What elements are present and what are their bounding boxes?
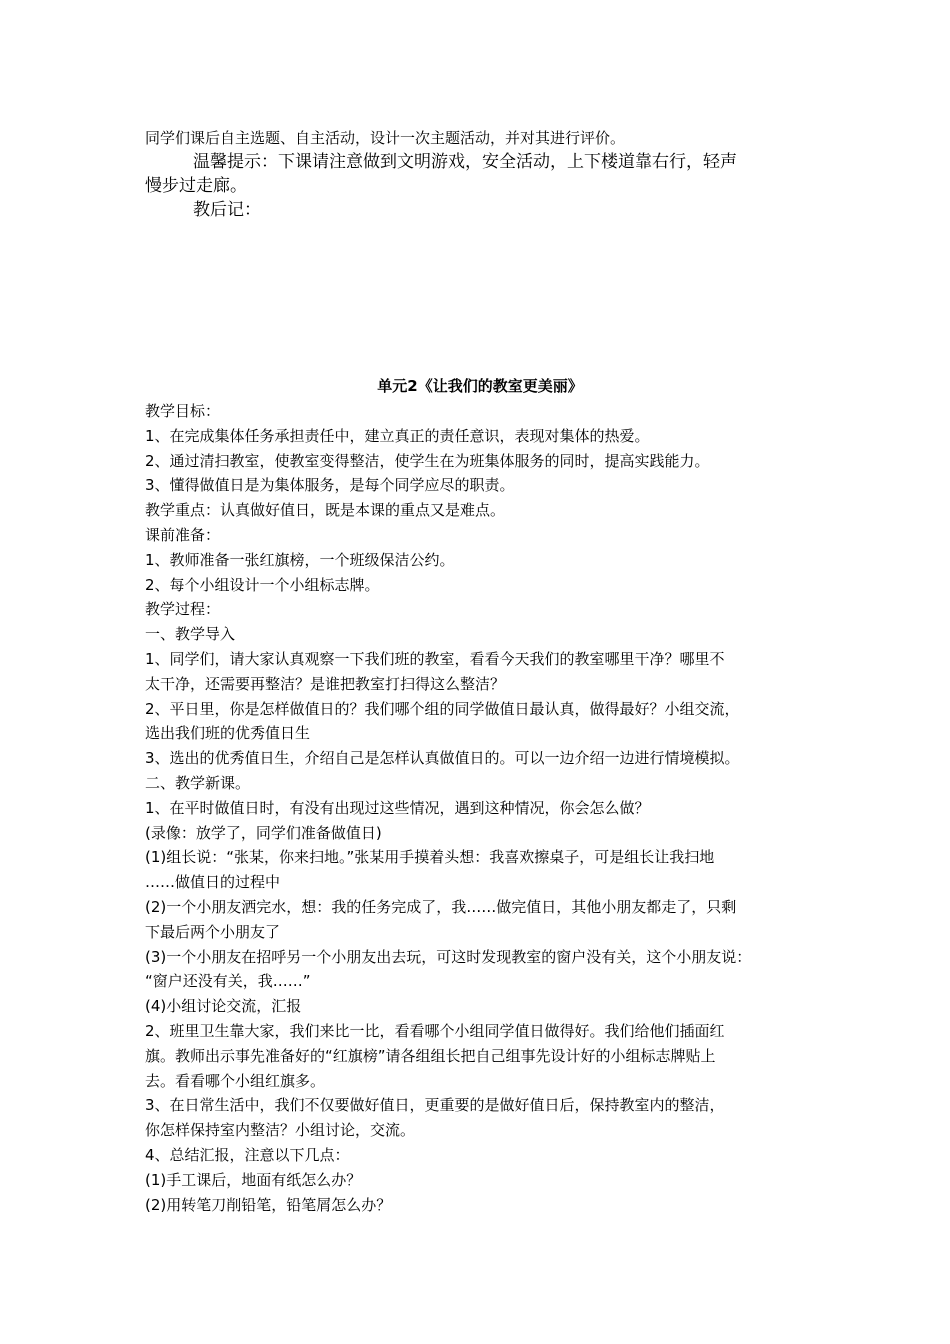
intro-tip-line-2: 慢步过走廊。 — [145, 176, 247, 196]
body-line: 2、班里卫生靠大家，我们来比一比，看看哪个小组同学值日做得好。我们给他们插面红 — [145, 1021, 725, 1040]
intro-section — [145, 126, 815, 222]
body-line: 二、教学新课。 — [145, 773, 251, 792]
body-line: “窗户还没有关，我……” — [145, 972, 311, 991]
body-line: 2、平日里，你是怎样做值日的？我们哪个组的同学做值日最认真，做得最好？小组交流， — [145, 699, 740, 718]
unit-title: 单元2《让我们的教室更美丽》 — [377, 377, 583, 395]
body-line: 1、教师准备一张红旗榜，一个班级保洁公约。 — [145, 550, 455, 569]
intro-tip-line-1: 温馨提示：下课请注意做到文明游戏，安全活动，上下楼道靠右行，轻声 — [193, 152, 737, 172]
body-line: (2)用转笔刀削铅笔，铅笔屑怎么办？ — [145, 1195, 392, 1214]
body-line: 1、在完成集体任务承担责任中，建立真正的责任意识，表现对集体的热爱。 — [145, 426, 650, 445]
body-line: (1)手工课后，地面有纸怎么办？ — [145, 1170, 362, 1189]
unit-section — [145, 374, 815, 1217]
body-line: 2、通过清扫教室，使教室变得整洁，使学生在为班集体服务的同时，提高实践能力。 — [145, 451, 710, 470]
body-line: 教学目标： — [145, 402, 221, 420]
teaching-note-label: 教后记： — [193, 200, 261, 220]
body-line: (1)组长说：“张某，你来扫地。”张某用手摸着头想：我喜欢擦桌子，可是组长让我扫地 — [145, 848, 715, 867]
body-line: (录像：放学了，同学们准备做值日) — [145, 823, 382, 842]
body-line: 3、懂得做值日是为集体服务，是每个同学应尽的职责。 — [145, 476, 515, 495]
body-line: 你怎样保持室内整洁？小组讨论，交流。 — [145, 1121, 416, 1140]
body-line: 教学重点：认真做好值日，既是本课的重点又是难点。 — [145, 501, 506, 520]
unit-body — [145, 399, 815, 1217]
body-line: 1、在平时做值日时，有没有出现过这些情况，遇到这种情况，你会怎么做？ — [145, 798, 650, 817]
body-line: 太干净，还需要再整洁？是谁把教室打扫得这么整洁？ — [145, 674, 506, 693]
body-line: 旗。教师出示事先准备好的“红旗榜”请各组组长把自己组事先设计好的小组标志牌贴上 — [145, 1046, 716, 1065]
body-line: 选出我们班的优秀值日生 — [145, 724, 311, 743]
body-line: 4、总结汇报，注意以下几点： — [145, 1145, 350, 1164]
body-line: 一、教学导入 — [145, 625, 236, 644]
body-line: 下最后两个小朋友了 — [145, 922, 281, 941]
body-line: 课前准备： — [145, 525, 221, 544]
body-line: ……做值日的过程中 — [145, 873, 281, 892]
intro-activity-line: 同学们课后自主选题、自主活动，设计一次主题活动，并对其进行评价。 — [145, 129, 626, 147]
body-line: 去。看看哪个小组红旗多。 — [145, 1071, 326, 1090]
body-line: 2、每个小组设计一个小组标志牌。 — [145, 575, 380, 594]
body-line: 3、在日常生活中，我们不仅要做好值日，更重要的是做好值日后，保持教室内的整洁， — [145, 1096, 725, 1115]
body-line: 3、选出的优秀值日生，介绍自己是怎样认真做值日的。可以一边介绍一边进行情境模拟。 — [145, 749, 740, 768]
body-line: (3)一个小朋友在招呼另一个小朋友出去玩，可这时发现教室的窗户没有关，这个小朋友说： — [145, 947, 752, 966]
body-line: 教学过程： — [145, 600, 221, 619]
body-line: (2)一个小朋友洒完水，想：我的任务完成了，我……做完值日，其他小朋友都走了，只剩 — [145, 897, 737, 916]
body-line: (4)小组讨论交流，汇报 — [145, 997, 302, 1016]
body-line: 1、同学们，请大家认真观察一下我们班的教室，看看今天我们的教室哪里干净？哪里不 — [145, 649, 725, 668]
